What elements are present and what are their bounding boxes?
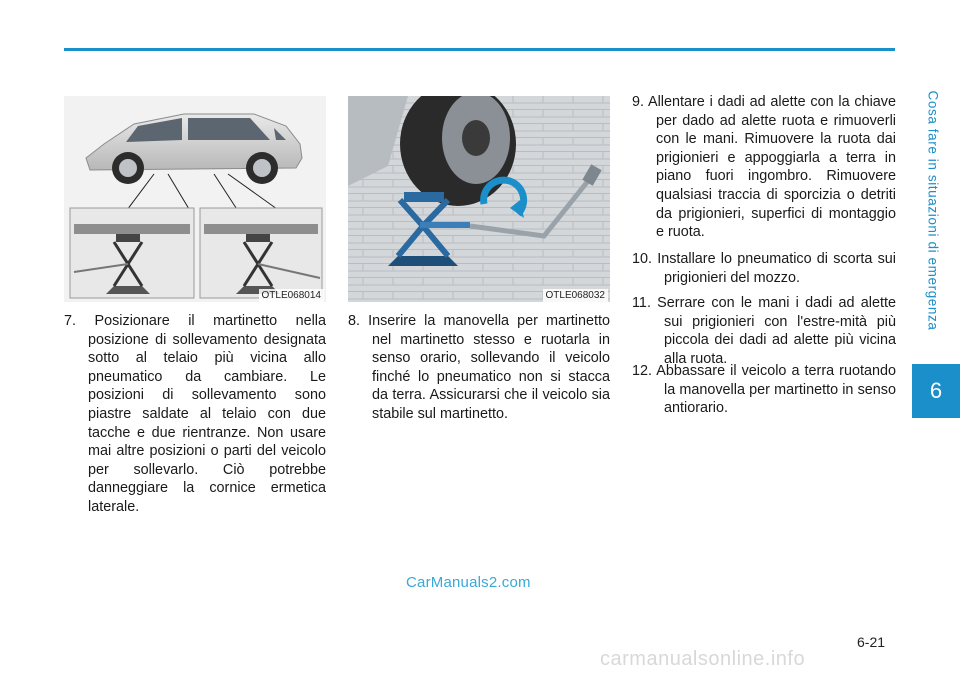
page-number: 6-21 <box>857 634 886 650</box>
jack-handle-illustration <box>348 96 610 302</box>
jack-points-illustration <box>64 96 326 302</box>
step-10: 10. Installare lo pneumatico di scorta sui prigionieri del mozzo. <box>632 251 896 286</box>
step-9: 9. Allentare i dadi ad alette con la chiave per dado ad alette ruota e rimuoverli con le mani. Rimuovere la ruota dai prigionieri e appoggiarla a terra in piano fuori ingombro. Rimuovere qualsiasi traccia di sporcizia o detriti da prigionieri, superfici di montaggio e ruota. <box>632 94 896 241</box>
step-7: 7. Posizionare il martinetto nella posizione di sollevamento designata sotto al telaio più vicina allo pneumatico da cambiare. Le posizioni di sollevamento sono piastre saldate al telaio con due tacche e due rientranze. Non usare mai altre posizioni o parti del veicolo per sollevarlo. Ciò potrebbe danneggiare la cornice ermetica laterale. <box>64 313 326 515</box>
chapter-number-tab <box>912 364 960 418</box>
figure-code: OTLE068032 <box>543 289 609 302</box>
footer-watermark: carmanualsonline.info <box>600 648 806 670</box>
watermark-carmanuals2[interactable]: CarManuals2.com <box>406 574 531 591</box>
chapter-title-text: Cosa fare in situazioni di emergenza <box>925 90 941 330</box>
step-12: 12. Abbassare il veicolo a terra ruotando la manovella per martinetto in senso antiorario. <box>632 363 896 417</box>
step-11: 11. Serrare con le mani i dadi ad alette sui prigionieri con l'estre-mità più piccola dei dadi ad alette più vicina alla ruota. <box>632 295 896 367</box>
chapter-number: 6 <box>929 378 943 403</box>
step-8: 8. Inserire la manovella per martinetto nel martinetto stesso e ruotarla in senso orario, sollevando il veicolo finché lo pneumatico non si stacca da terra. Assicurarsi che il veicolo sia stabile sul martinetto. <box>348 313 610 422</box>
header-rule <box>64 48 895 51</box>
figure-code: OTLE068014 <box>259 289 325 302</box>
jack-handle-drawing <box>348 96 610 302</box>
chapter-side-title <box>906 62 960 358</box>
suv-jack-points-drawing <box>64 96 326 302</box>
